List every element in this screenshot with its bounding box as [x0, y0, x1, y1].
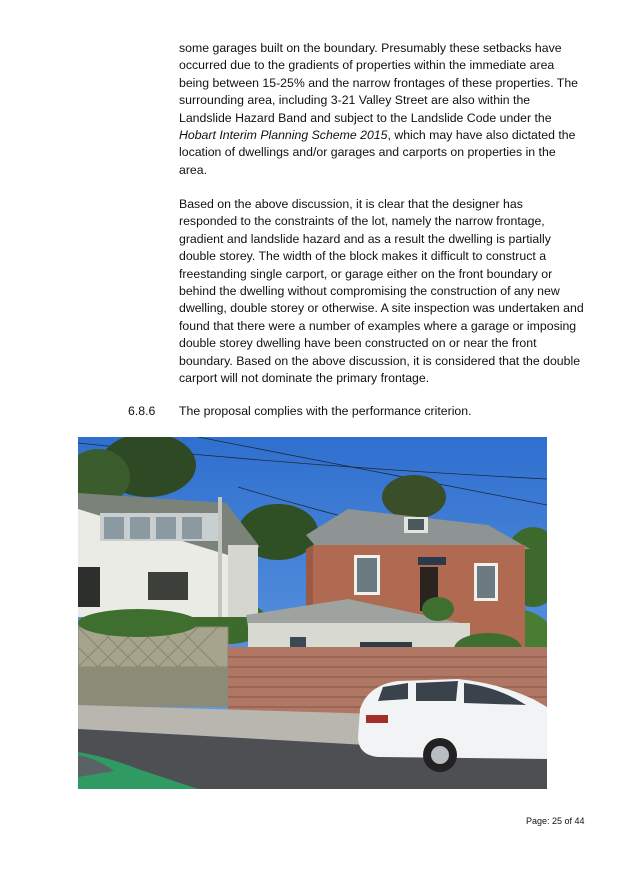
lattice-fence	[78, 627, 228, 707]
page-number: Page: 25 of 44	[526, 816, 585, 826]
planning-scheme-title: Hobart Interim Planning Scheme 2015	[179, 128, 388, 143]
paragraph-discussion	[179, 196, 584, 387]
site-photo-illustration	[78, 437, 547, 789]
site-photo	[78, 437, 547, 789]
paragraph-setbacks	[179, 40, 584, 179]
paragraph-setbacks-text-end: , which may have also dictated the location of dwellings and/or garages and carports on properties in the area.	[179, 128, 576, 177]
paragraph-discussion-text: Based on the above discussion, it is clear that the designer has responded to the constraints of the lot, namely the narrow frontage, gradient and landslide hazard and as a result the dwelling is partially double storey. The width of the block makes it difficult to construct a freestanding single carport, or garage either on the front boundary or behind the dwelling without compromising the construction of any new dwelling, double storey or otherwise. A site inspection was undertaken and found that there were a number of examples where a garage or imposing double storey dwelling have been constructed on or near the front boundary. Based on the above discussion, it is considered that the double carport will not dominate the primary frontage.	[179, 197, 584, 386]
clause-text: The proposal complies with the performance criterion.	[179, 404, 472, 418]
page-footer	[526, 816, 585, 826]
clause-number: 6.8.6	[128, 404, 156, 418]
paragraph-setbacks-text: some garages built on the boundary. Presumably these setbacks have occurred due to the gradients of properties within the immediate area being between 15-25% and the narrow frontages of these properties. The surrounding area, including 3-21 Valley Street are also within the Landslide Hazard Band and subject to the Landslide Code under the	[179, 41, 579, 125]
